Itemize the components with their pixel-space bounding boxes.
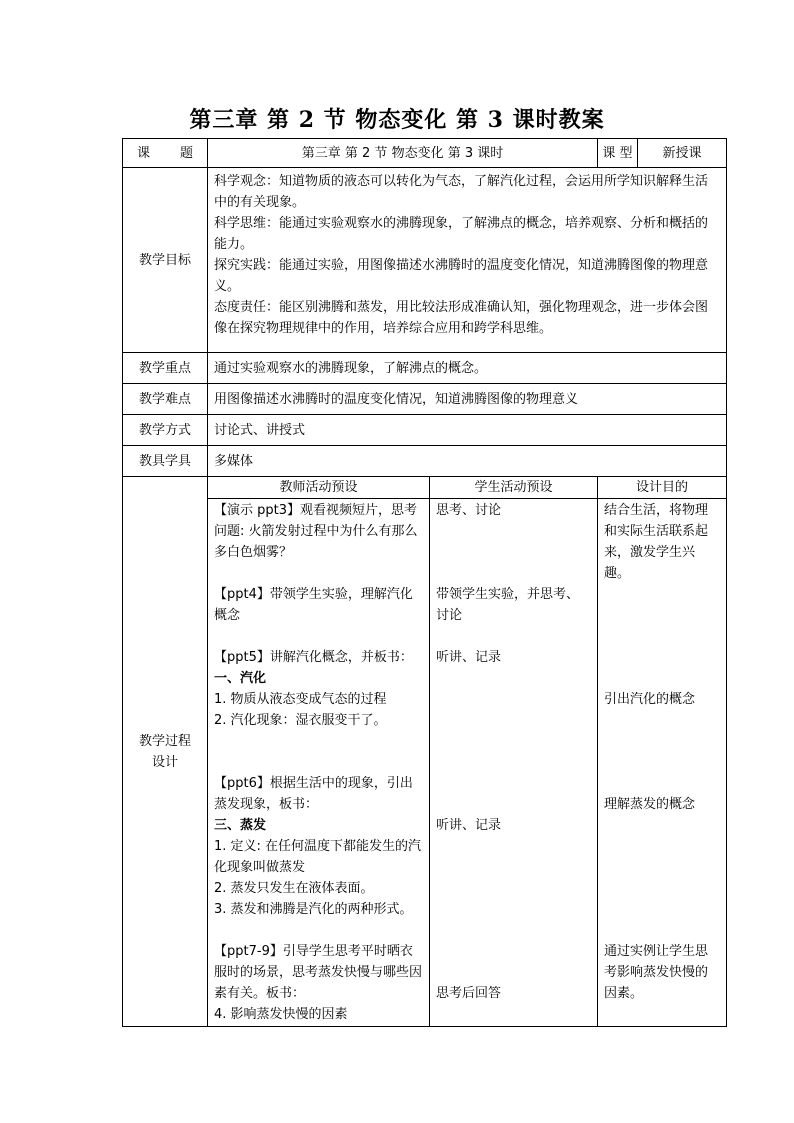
board-item: 2. 蒸发只发生在液体表面。 [214, 881, 374, 896]
goals-content [208, 168, 727, 353]
lesson-type-value: 新授课 [638, 139, 727, 168]
purpose-column-header: 设计目的 [598, 477, 727, 499]
design-purposes [598, 499, 727, 1027]
purpose-2: 引出汽化的概念 [604, 692, 696, 707]
student-activity-5: 思考后回答 [436, 986, 502, 1001]
lesson-type-label: 课 型 [598, 139, 638, 168]
process-label-line1: 教学过程 [138, 733, 191, 749]
difficulty-value: 用图像描述水沸腾时的温度变化情况，知道沸腾图像的物理意义 [208, 384, 727, 415]
student-activity-3: 听讲、记录 [436, 650, 502, 665]
board-item: 1. 定义: 在任何温度下都能发生的汽化现象叫做蒸发 [214, 839, 422, 875]
topic-row [123, 139, 727, 168]
board-heading-evaporation: 三、蒸发 [214, 818, 267, 833]
difficulty-row [123, 384, 727, 415]
tools-label: 教具学具 [123, 446, 208, 477]
student-activity-2: 带领学生实验，并思考、讨论 [436, 587, 580, 623]
goal-practice: 探究实践：能通过实验，用图像描述水沸腾时的温度变化情况，知道沸腾图像的物理意义。 [214, 258, 709, 294]
student-column-header: 学生活动预设 [430, 477, 598, 499]
purpose-3: 理解蒸发的概念 [604, 797, 696, 812]
student-activity-4: 听讲、记录 [436, 818, 502, 833]
goals-row [123, 168, 727, 353]
student-activity-1: 思考、讨论 [436, 503, 502, 518]
focus-label: 教学重点 [123, 353, 208, 384]
board-item: 1. 物质从液态变成气态的过程 [214, 692, 387, 707]
process-content-row [123, 499, 727, 1027]
process-header-row [123, 477, 727, 499]
goals-label: 教学目标 [123, 168, 208, 353]
method-value: 讨论式、讲授式 [208, 415, 727, 446]
lesson-plan-table [122, 138, 727, 1027]
purpose-1: 结合生活，将物理和实际生活联系起来，激发学生兴趣。 [604, 503, 709, 581]
teacher-activity-4-intro: 【ppt6】根据生活中的现象，引出蒸发现象，板书： [214, 776, 413, 812]
student-activities [430, 499, 598, 1027]
difficulty-label: 教学难点 [123, 384, 208, 415]
teacher-column-header: 教师活动预设 [208, 477, 430, 499]
method-label: 教学方式 [123, 415, 208, 446]
goal-thinking: 科学思维：能通过实验观察水的沸腾现象，了解沸点的概念，培养观察、分析和概括的能力。 [214, 216, 709, 252]
teacher-activity-2: 【ppt4】带领学生实验，理解汽化概念 [214, 587, 413, 623]
goal-attitude: 态度责任：能区别沸腾和蒸发，用比较法形成准确认知，强化物理观念，进一步体会图像在探究物理规律中的作用，培养综合应用和跨学科思维。 [214, 300, 709, 336]
board-item: 2. 汽化现象：湿衣服变干了。 [214, 713, 387, 728]
board-heading-vaporization: 一、汽化 [214, 671, 267, 686]
process-label [123, 477, 208, 1027]
topic-value: 第三章 第 2 节 物态变化 第 3 课时 [208, 139, 598, 168]
method-row [123, 415, 727, 446]
teacher-activity-3-intro: 【ppt5】讲解汽化概念，并板书： [214, 650, 413, 665]
tools-row [123, 446, 727, 477]
topic-label: 课题 [123, 139, 208, 168]
goal-concept: 科学观念：知道物质的液态可以转化为气态，了解汽化过程，会运用所学知识解释生活中的有关现象。 [214, 174, 709, 210]
board-item: 4. 影响蒸发快慢的因素 [214, 1007, 348, 1022]
purpose-4: 通过实例让学生思考影响蒸发快慢的因素。 [604, 944, 709, 1001]
board-item: 3. 蒸发和沸腾是汽化的两种形式。 [214, 902, 413, 917]
focus-value: 通过实验观察水的沸腾现象，了解沸点的概念。 [208, 353, 727, 384]
teacher-activity-1: 【演示 ppt3】观看视频短片，思考问题: 火箭发射过程中为什么有那么多白色烟雾？ [214, 503, 418, 560]
tools-value: 多媒体 [208, 446, 727, 477]
teacher-activities [208, 499, 430, 1027]
process-label-line2: 设计 [151, 754, 178, 770]
focus-row [123, 353, 727, 384]
teacher-activity-5-intro: 【ppt7-9】引导学生思考平时晒衣服时的场景，思考蒸发快慢与哪些因素有关。板书： [214, 944, 423, 1001]
page-title: 第三章 第 2 节 物态变化 第 3 课时教案 [189, 107, 605, 133]
